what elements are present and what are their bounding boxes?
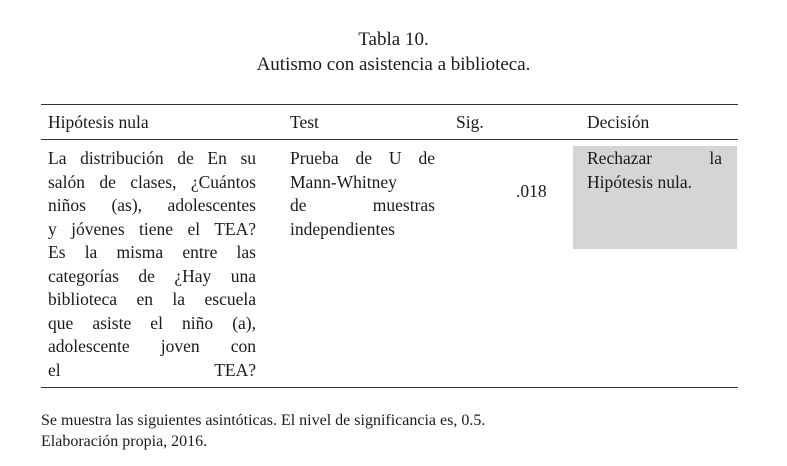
decision-cell	[587, 147, 722, 194]
table-subtitle: Autismo con asistencia a biblioteca.	[256, 54, 531, 75]
hypothesis-line: adolescente joven con	[48, 336, 256, 356]
hypothesis-line: que asiste el niño (a),	[48, 312, 256, 333]
test-line: de muestras	[290, 195, 435, 215]
sig-value: .018	[516, 181, 547, 201]
hypothesis-line: y jóvenes tiene el TEA?	[48, 218, 256, 239]
header-test: Test	[290, 112, 319, 132]
header-sig: Sig.	[456, 112, 484, 132]
table-note: Se muestra las siguientes asintóticas. El nivel de significancia es, 0.5.	[41, 412, 486, 429]
hypothesis-cell	[48, 147, 256, 382]
hypothesis-line: categorías de ¿Hay una	[48, 265, 256, 286]
header-hipotesis: Hipótesis nula	[48, 112, 149, 132]
hypothesis-line: Es la misma entre las	[48, 242, 256, 262]
hypothesis-line: La distribución de En su	[48, 148, 256, 168]
decision-line: Hipótesis nula.	[587, 171, 692, 192]
header-rule	[41, 139, 738, 140]
table-source: Elaboración propia, 2016.	[41, 433, 208, 450]
hypothesis-line: niños (as), adolescentes	[48, 195, 256, 215]
test-line: Mann-Whitney	[290, 171, 397, 192]
table-top-rule	[41, 104, 738, 105]
test-line: Prueba de U de	[290, 148, 435, 168]
table-bottom-rule	[41, 387, 738, 388]
decision-line: Rechazar la	[587, 148, 722, 168]
table-title: Tabla 10.	[358, 29, 429, 50]
test-cell	[290, 147, 435, 241]
hypothesis-line: el TEA?	[48, 359, 256, 380]
test-line: independientes	[290, 218, 395, 239]
header-decision: Decisión	[587, 112, 650, 132]
hypothesis-line: biblioteca en la escuela	[48, 289, 256, 309]
hypothesis-line: salón de clases, ¿Cuántos	[48, 171, 256, 192]
